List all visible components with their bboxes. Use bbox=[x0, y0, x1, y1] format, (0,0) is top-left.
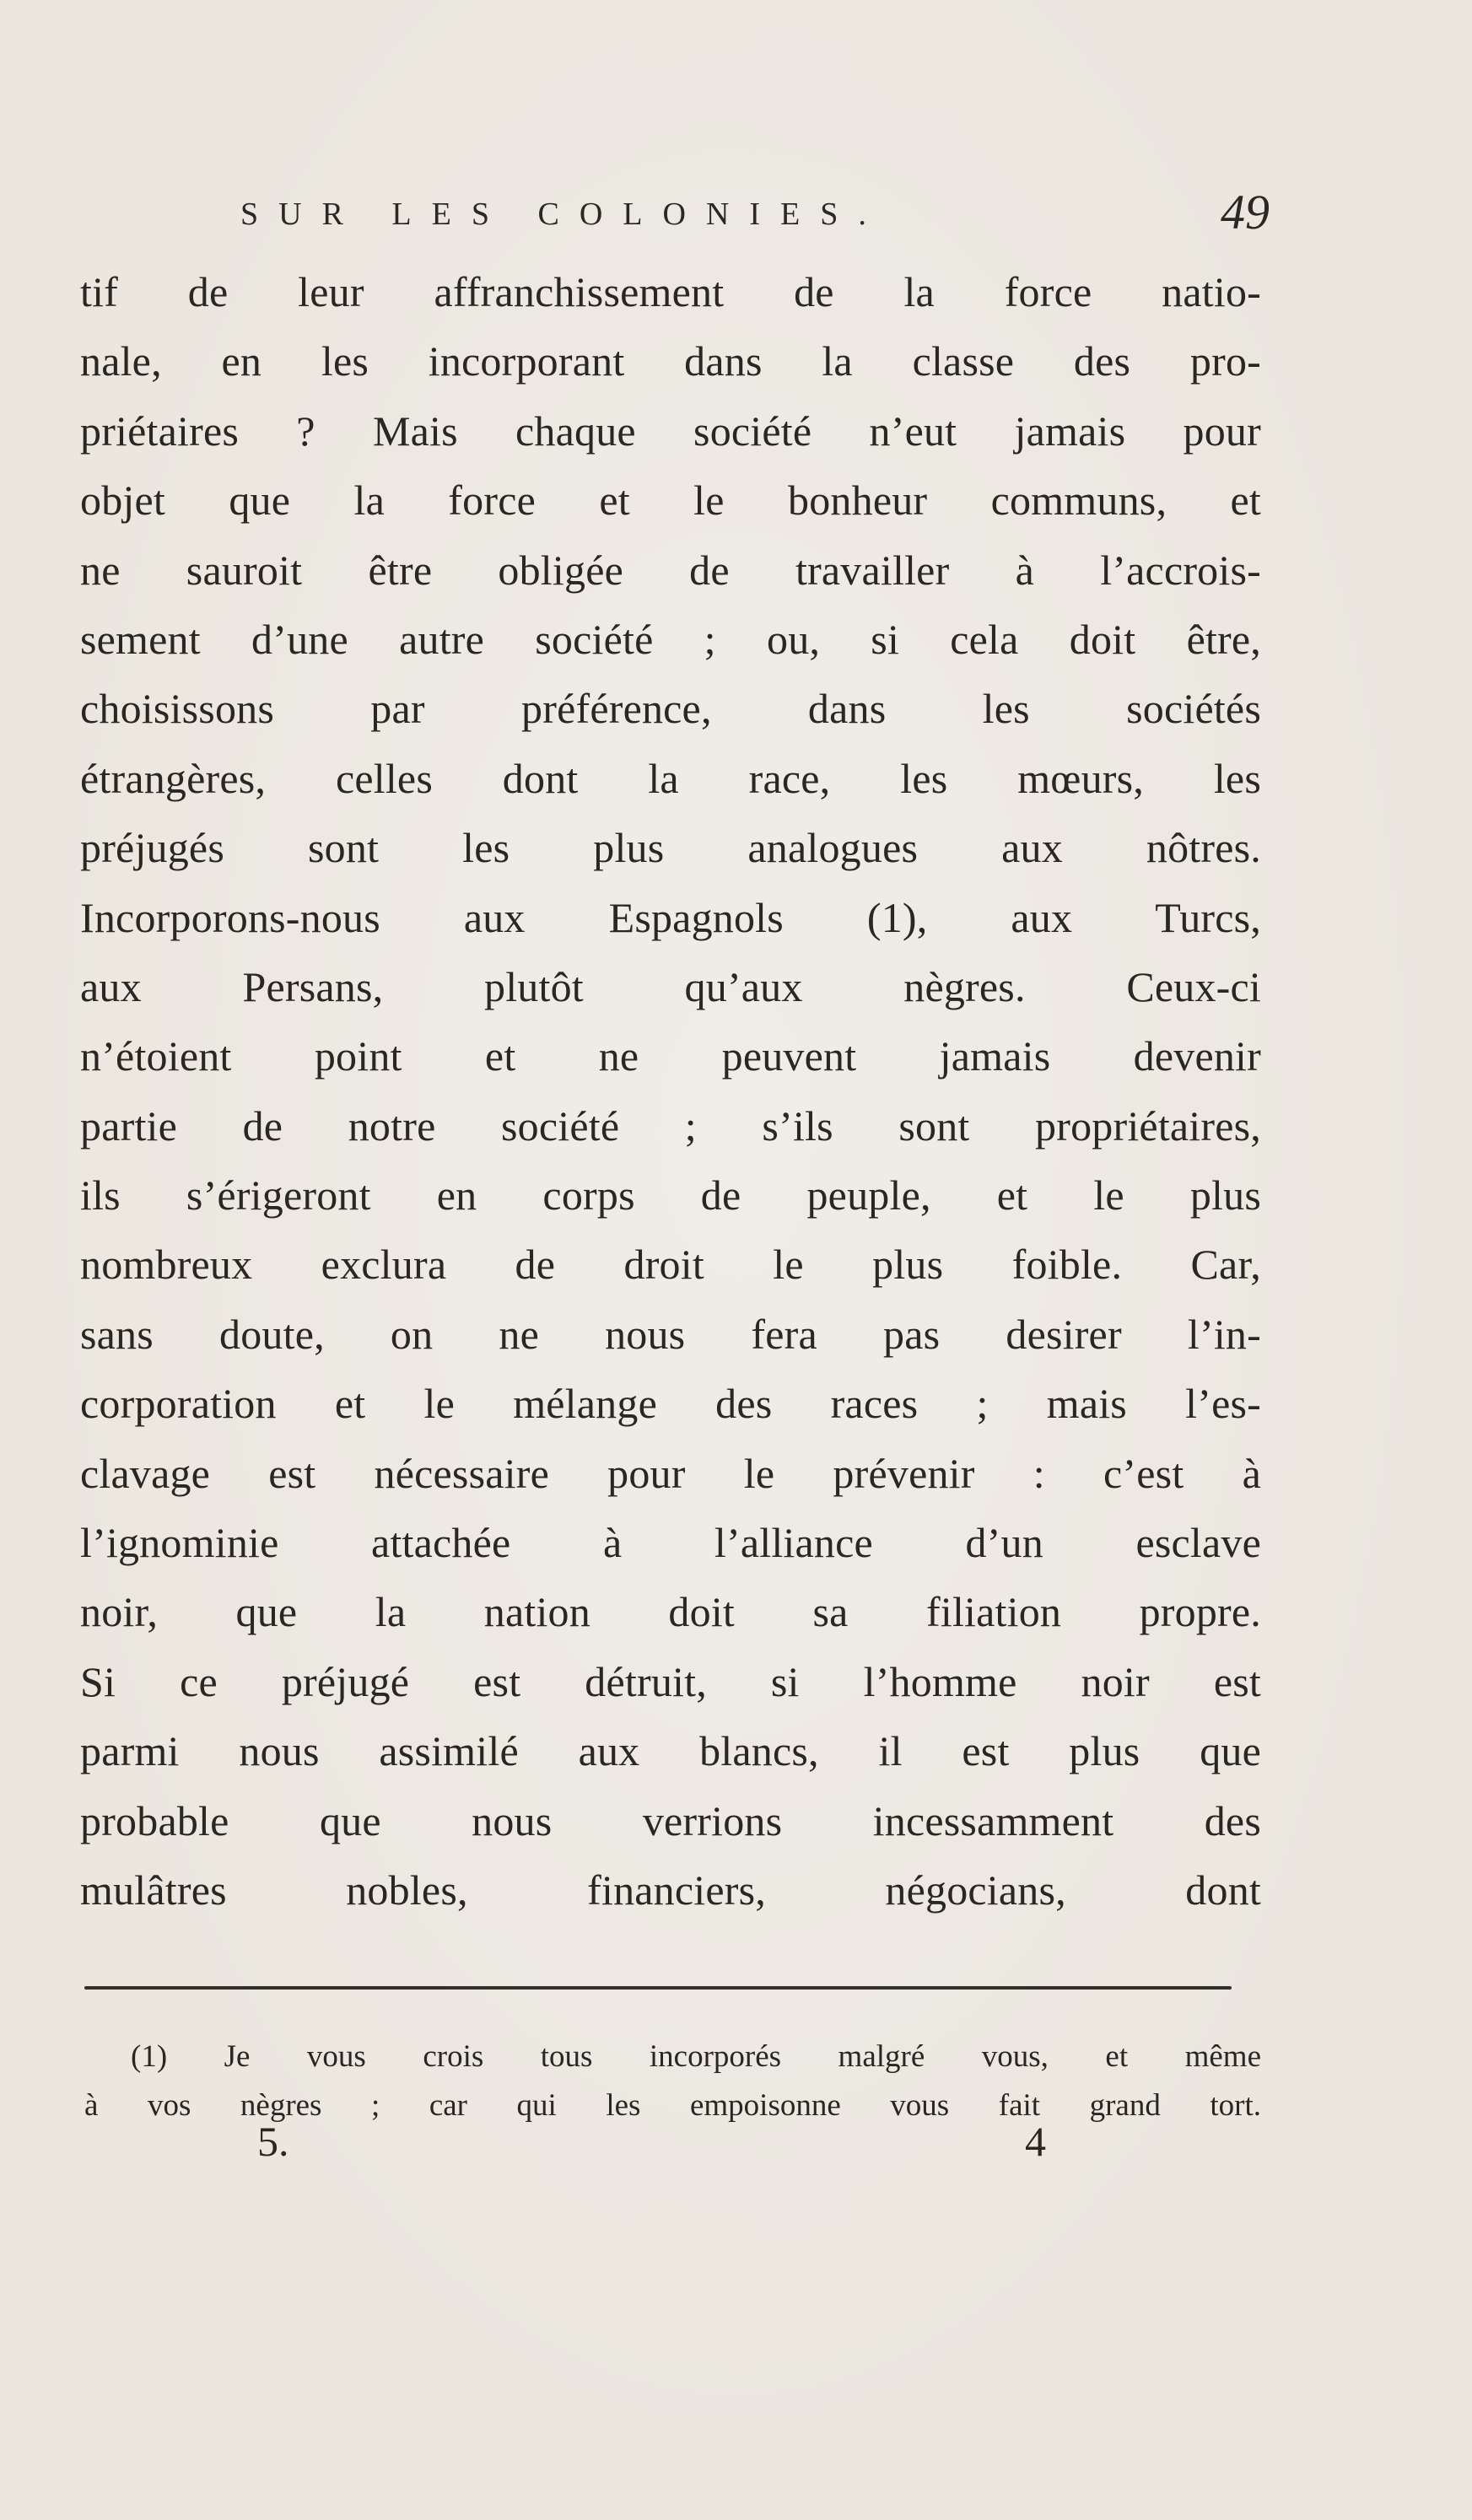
running-title: SUR LES COLONIES. bbox=[240, 197, 887, 232]
signature-mark: 5. bbox=[257, 2118, 289, 2165]
text-line: n’étoient point et ne peuvent jamais devenir bbox=[80, 1032, 1261, 1080]
text-line: nombreux exclura de droit le plus foible. Car, bbox=[80, 1241, 1261, 1289]
text-line: tif de leur affranchissement de la force natio- bbox=[80, 268, 1261, 315]
text-line: étrangères, celles dont la race, les mœurs, les bbox=[80, 754, 1261, 802]
footnote-line: à vos nègres ; car qui les empoisonne vous fait grand tort. bbox=[84, 2088, 1261, 2123]
text-line: partie de notre société ; s’ils sont propriétaires, bbox=[80, 1101, 1261, 1150]
running-head bbox=[215, 177, 1270, 253]
text-line: Incorporons-nous aux Espagnols (1), aux Turcs, bbox=[80, 893, 1261, 941]
text-line: nale, en les incorporant dans la classe des pro- bbox=[80, 337, 1261, 385]
page-number: 49 bbox=[1221, 185, 1270, 240]
sheet-number: 4 bbox=[1025, 2118, 1046, 2165]
footnote-rule bbox=[84, 1986, 1232, 1990]
text-line: ne sauroit être obligée de travailler à l’accrois- bbox=[80, 546, 1261, 594]
text-line: corporation et le mélange des races ; mais l’es- bbox=[80, 1380, 1261, 1428]
text-line: sans doute, on ne nous fera pas desirer l’in- bbox=[80, 1310, 1261, 1358]
text-line: aux Persans, plutôt qu’aux nègres. Ceux-ci bbox=[80, 962, 1261, 1010]
body-text bbox=[80, 257, 1261, 1925]
text-line: sement d’une autre société ; ou, si cela doit être, bbox=[80, 615, 1261, 663]
text-line: parmi nous assimilé aux blancs, il est plus que bbox=[80, 1727, 1261, 1775]
text-line: noir, que la nation doit sa filiation propre. bbox=[80, 1588, 1261, 1636]
text-line: ils s’érigeront en corps de peuple, et le plus bbox=[80, 1171, 1261, 1220]
text-line: mulâtres nobles, financiers, négocians, dont bbox=[80, 1866, 1261, 1914]
footnote bbox=[84, 2033, 1261, 2130]
text-line: Si ce préjugé est détruit, si l’homme noir est bbox=[80, 1657, 1261, 1705]
text-line: clavage est nécessaire pour le prévenir : c’est à bbox=[80, 1449, 1261, 1497]
text-line: priétaires ? Mais chaque société n’eut jamais pour bbox=[80, 407, 1261, 455]
text-line: préjugés sont les plus analogues aux nôtres. bbox=[80, 824, 1261, 872]
text-line: objet que la force et le bonheur communs, et bbox=[80, 477, 1261, 525]
text-line: probable que nous verrions incessamment des bbox=[80, 1796, 1261, 1844]
text-line: choisissons par préférence, dans les sociétés bbox=[80, 685, 1261, 733]
text-line: l’ignominie attachée à l’alliance d’un esclave bbox=[80, 1519, 1261, 1567]
footnote-line: (1) Je vous crois tous incorporés malgré vous, et même bbox=[131, 2039, 1261, 2074]
